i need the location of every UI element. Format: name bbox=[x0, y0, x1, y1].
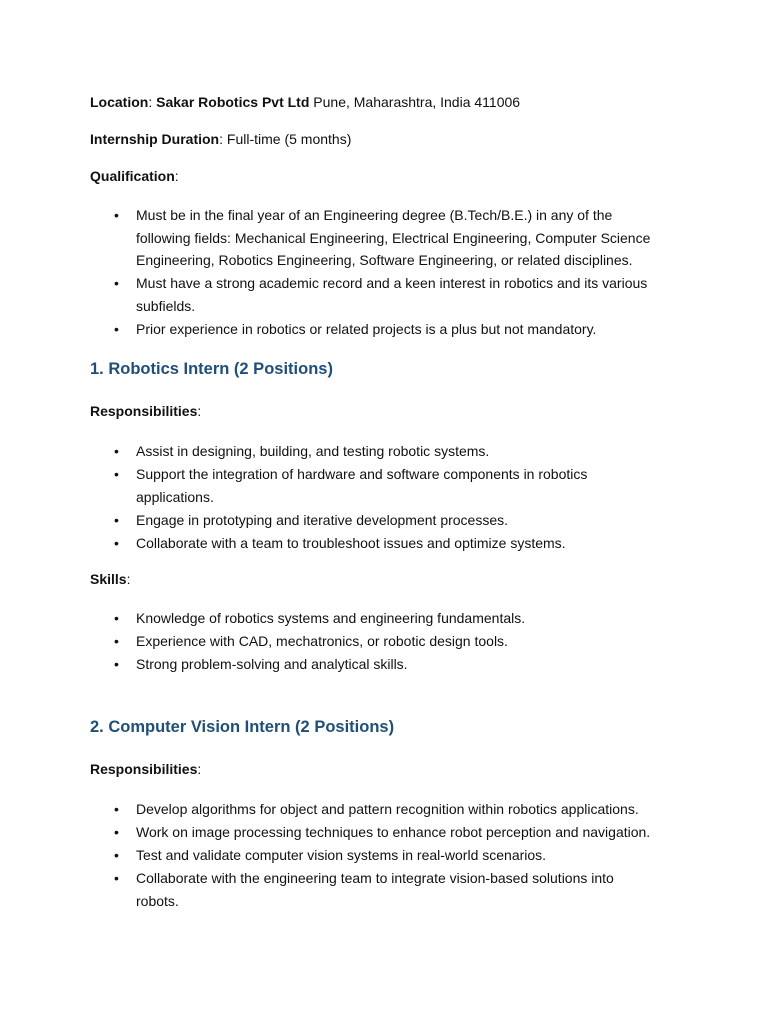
list-item: • Experience with CAD, mechatronics, or robotic design tools. bbox=[0, 630, 681, 653]
duration-value: Full-time (5 months) bbox=[226, 131, 352, 147]
list-item: • Engage in prototyping and iterative development processes. bbox=[0, 509, 681, 532]
list-item: • Prior experience in robotics or related projects is a plus but not mandatory. bbox=[0, 318, 681, 341]
qualification-line: Qualification: bbox=[90, 168, 179, 184]
bullet-icon: • bbox=[114, 801, 119, 817]
list-item: • Must be in the final year of an Engineering degree (B.Tech/B.E.) in any of the following fields: Mechanical Engineering, Electrical Engineering, Computer Science Engineering, Robotics Engineering, Software Engineering, or related disciplines. bbox=[0, 204, 681, 272]
bullet-icon: • bbox=[114, 320, 119, 337]
company-address: Pune, Maharashtra, India 411006 bbox=[313, 94, 521, 110]
location-label: Location bbox=[90, 94, 149, 110]
list-item: • Must have a strong academic record and a keen interest in robotics and its various subfields. bbox=[0, 272, 681, 317]
vision-responsibilities-label: Responsibilities bbox=[90, 761, 198, 777]
location-line: Location: Sakar Robotics Pvt Ltd Pune, Maharashtra, India 411006 bbox=[90, 94, 521, 110]
list-item: • Work on image processing techniques to enhance robot perception and navigation. bbox=[0, 821, 681, 844]
company-name: Sakar Robotics Pvt Ltd bbox=[156, 94, 310, 110]
qualification-list bbox=[0, 204, 768, 341]
vision-heading: 2. Computer Vision Intern (2 Positions) bbox=[90, 718, 395, 736]
bullet-icon: • bbox=[114, 656, 119, 672]
vision-responsibilities-line: Responsibilities: bbox=[90, 761, 202, 777]
bullet-icon: • bbox=[114, 824, 119, 840]
duration-line: Internship Duration: Full-time (5 months) bbox=[90, 131, 352, 147]
robotics-skills-label: Skills bbox=[90, 571, 127, 587]
bullet-icon: • bbox=[114, 466, 119, 482]
bullet-icon: • bbox=[114, 610, 119, 626]
robotics-skills-list bbox=[0, 607, 768, 676]
bullet-icon: • bbox=[114, 511, 119, 528]
bullet-icon: • bbox=[114, 207, 119, 223]
robotics-responsibilities-list bbox=[0, 440, 768, 555]
bullet-icon: • bbox=[114, 534, 119, 551]
bullet-icon: • bbox=[114, 847, 119, 863]
vision-responsibilities-list bbox=[0, 798, 768, 913]
list-item: • Test and validate computer vision systems in real-world scenarios. bbox=[0, 844, 681, 867]
robotics-heading: 1. Robotics Intern (2 Positions) bbox=[90, 360, 333, 378]
list-item: • Knowledge of robotics systems and engineering fundamentals. bbox=[0, 607, 681, 630]
list-item: • Develop algorithms for object and pattern recognition within robotics applications. bbox=[0, 798, 681, 821]
bullet-icon: • bbox=[114, 275, 119, 291]
bullet-icon: • bbox=[114, 870, 119, 886]
duration-label: Internship Duration bbox=[90, 131, 220, 147]
bullet-icon: • bbox=[114, 443, 119, 459]
list-item: • Strong problem-solving and analytical skills. bbox=[0, 653, 681, 676]
qualification-label: Qualification bbox=[90, 168, 175, 184]
robotics-responsibilities-line: Responsibilities: bbox=[90, 403, 202, 419]
bullet-icon: • bbox=[114, 633, 119, 649]
robotics-skills-line: Skills: bbox=[90, 571, 131, 587]
robotics-responsibilities-label: Responsibilities bbox=[90, 403, 198, 419]
list-item: • Collaborate with the engineering team to integrate vision-based solutions into robots. bbox=[0, 867, 681, 912]
list-item: • Support the integration of hardware and software components in robotics applications. bbox=[0, 463, 681, 508]
list-item: • Collaborate with a team to troubleshoot issues and optimize systems. bbox=[0, 532, 681, 555]
list-item: • Assist in designing, building, and testing robotic systems. bbox=[0, 440, 681, 463]
